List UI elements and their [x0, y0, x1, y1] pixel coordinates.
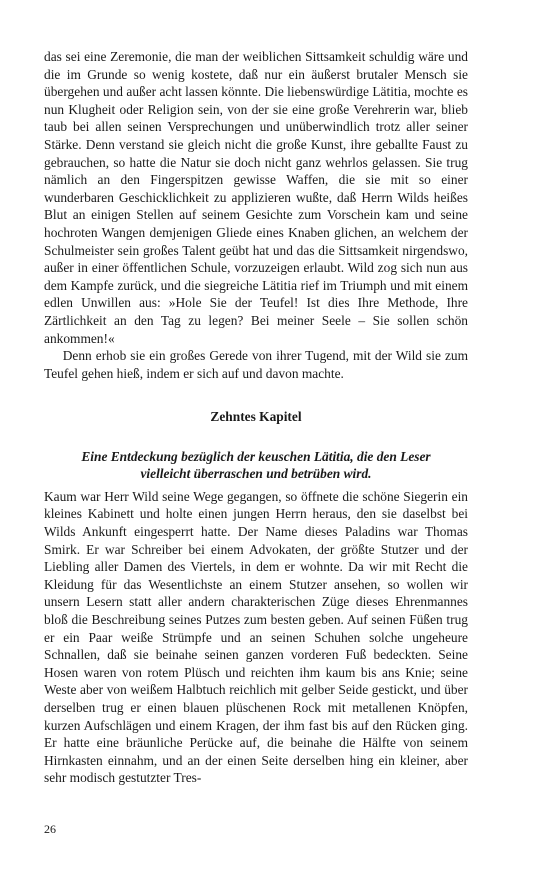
body-paragraph-3: Kaum war Herr Wild seine Wege gegangen, so öffnete die schöne Siegerin ein kleines Kabinett und holte einen jungen Herrn heraus, den sie daselbst bei Wilds Ankunft eingesperrt hatte. Der Name dieses Paladins war Thomas Smirk. Er war Schreiber bei einem Advokaten, der größte Stutzer und der Liebling aller Damen des Viertels, in dem er wohnte. Da wir mit Recht die Kleidung für das Wesentlichste an einem Stutzer ansehen, so wollen wir unsern Lesern statt aller andern charakterischen Züge dieses Ehrenmannes bloß die Beschreibung seines Putzes zum besten geben. Auf seinen Füßen trug er ein Paar weiße Strümpfe und an seinen Schuhen solche ungeheure Schnallen, daß sie beinahe seinen ganzen vorderen Fuß bedeckten. Seine Hosen waren von rotem Plüsch und reichten ihm kaum bis ans Knie; seine Weste aber von weißem Halbtuch reichlich mit gelber Seide gestickt, und über derselben trug er einen blauen plüschenen Rock mit metallenen Knöpfen, kurzen Aufschlägen und einem Kragen, der ihm fast bis auf den Rücken ging. Er hatte eine bräunliche Perücke auf, die beinahe die Hälfte von seinem Hirnkasten einnahm, und an der einen Seite derselben hing ein kleiner, aber sehr modisch gestutzter Tres- [44, 488, 468, 786]
page-body [44, 48, 468, 787]
body-paragraph-1: das sei eine Zeremonie, die man der weiblichen Sittsamkeit schuldig wäre und die im Grunde so wenig kostete, daß nur ein äußerst brutaler Mensch sie übergehen und außer acht lassen könnte. Die liebenswürdige Lätitia, mochte es nun Klugheit oder Religion sein, von der sie eine große Verehrerin war, blieb taub bei allen seinen Versprechungen und unüberwindlich trotz aller seiner Stärke. Denn verstand sie gleich nicht die große Kunst, ihre geballte Faust zu gebrauchen, so hatte die Natur sie doch nicht ganz wehrlos gelassen. Sie trug nämlich an den Fingerspitzen gewisse Waffen, die sie mit so einer wunderbaren Geschicklichkeit zu applizieren wußte, daß Herrn Wilds heißes Blut an einigen Stellen auf seinem Gesichte zum Vorschein kam und seine hochroten Wangen demjenigen Gliede eines Knaben glichen, an welchem der Schulmeister sein großes Talent geübt hat und das die Sittsamkeit nirgendswo, außer in einer öffentlichen Schule, vorzuzeigen erlaubt. Wild zog sich nun aus dem Kampfe zurück, und die siegreiche Lätitia rief im Triumph und mit einem edlen Unwillen aus: »Hole Sie der Teufel! Ist dies Ihre Methode, Ihre Zärtlichkeit an den Tag zu legen? Bei meiner Seele – Sie sollen schön ankommen!« [44, 49, 468, 346]
page-number: 26 [44, 822, 56, 836]
chapter-heading: Zehntes Kapitel [210, 409, 302, 425]
chapter-subtitle [44, 448, 468, 482]
chapter-subtitle-line-2: vielleicht überraschen und betrüben wird. [140, 465, 372, 481]
body-paragraph-2: Denn erhob sie ein großes Gerede von ihrer Tugend, mit der Wild sie zum Teufel gehen hieß, indem er sich auf und davon machte. [44, 348, 468, 381]
chapter-subtitle-line-1: Eine Entdeckung bezüglich der keuschen Lätitia, die den Leser [81, 448, 431, 464]
